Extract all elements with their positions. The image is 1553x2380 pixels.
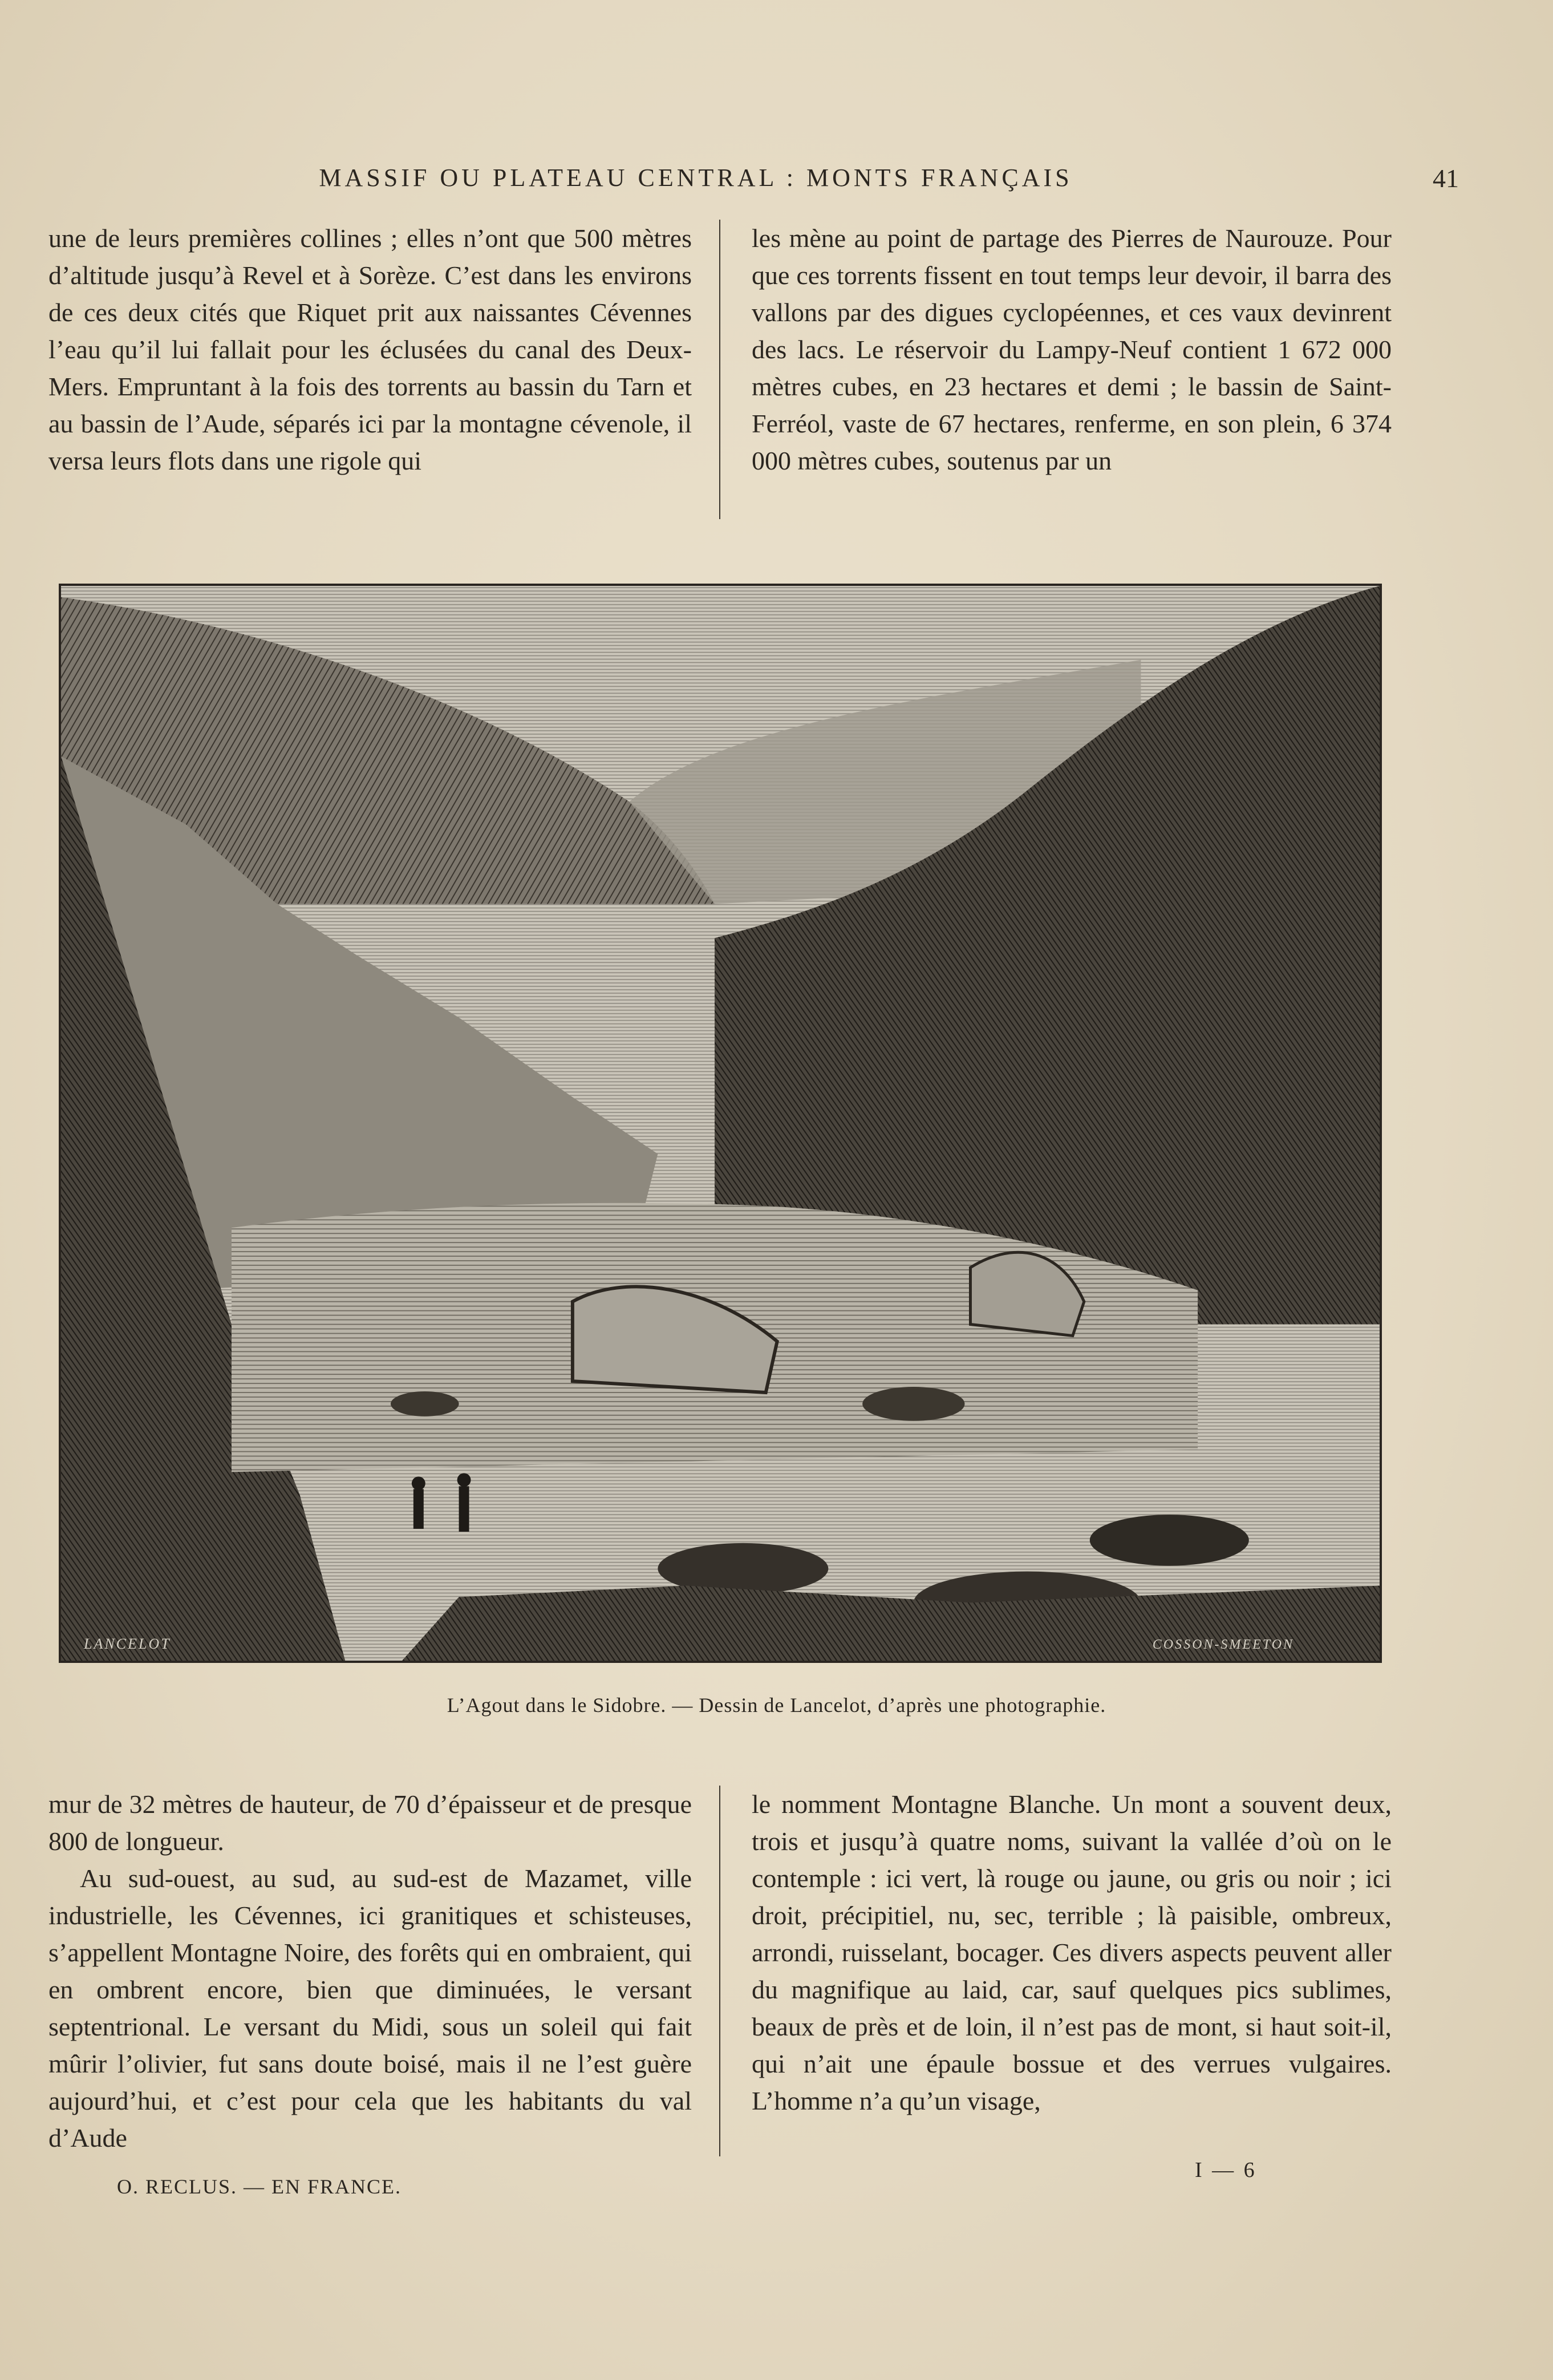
page-number: 41	[1433, 164, 1459, 193]
figure-caption: L’Agout dans le Sidobre. — Dessin de Lancelot, d’après une photographie.	[447, 1694, 1106, 1717]
top-right-paragraph: les mène au point de partage des Pierres de Naurouze. Pour que ces torrents fissent en tout temps leur devoir, il barra des vallons par des digues cyclopéennes, et ces vaux devinrent des lacs. Le réservoir du Lampy-Neuf contient 1 672 000 mètres cubes, en 23 hectares et demi ; le bassin de Saint-Ferréol, vaste de 67 hectares, renferme, en son plein, 6 374 000 mètres cubes, soutenus par un	[752, 224, 1392, 475]
top-right-column	[752, 220, 1392, 479]
top-left-paragraph: une de leurs premières collines ; elles n’ont que 500 mètres d’altitude jusqu’à Revel et à Sorèze. C’est dans les environs de ces deux cités que Riquet prit aux naissantes Cévennes l’eau qu’il lui fallait pour les éclusées du canal des Deux-Mers. Empruntant à la fois des torrents au bassin du Tarn et au bassin de l’Aude, séparés ici par la montagne cévenole, il versa leurs flots dans une rigole qui	[48, 224, 692, 475]
footer-author-title: O. RECLUS. — EN FRANCE.	[117, 2175, 402, 2198]
column-divider-top	[719, 220, 720, 519]
bottom-left-paragraph-1: mur de 32 mètres de hauteur, de 70 d’épaisseur et de presque 800 de longueur.	[48, 1790, 692, 1856]
column-divider-bottom	[719, 1786, 720, 2156]
engraver-signature-right: COSSON-SMEETON	[1152, 1637, 1294, 1652]
engraving-illustration	[59, 584, 1382, 1663]
engraver-signature-left: LANCELOT	[84, 1636, 171, 1652]
top-left-column	[48, 220, 692, 479]
running-title: MASSIF OU PLATEAU CENTRAL : MONTS FRANÇAIS	[319, 164, 1073, 192]
bottom-right-column	[752, 1786, 1392, 2119]
engraving-drawing	[61, 586, 1380, 1661]
bottom-right-paragraph: le nomment Montagne Blanche. Un mont a souvent deux, trois et jusqu’à quatre noms, suivant la vallée d’où on le contemple : ici vert, là rouge ou jaune, ou gris ou noir ; ici droit, précipitiel, nu, sec, terrible ; là paisible, ombreux, arrondi, ruisselant, bocager. Ces divers aspects peuvent aller du magnifique au laid, car, sauf quelques pics sublimes, beaux de près et de loin, il n’est pas de mont, si haut soit-il, qui n’ait une épaule bossue et des verrues vulgaires. L’homme n’a qu’un visage,	[752, 1790, 1392, 2115]
bottom-left-column	[48, 1786, 692, 2156]
running-head	[0, 161, 1553, 195]
bottom-left-paragraph-2: Au sud-ouest, au sud, au sud-est de Mazamet, ville industrielle, les Cévennes, ici granitiques et schisteuses, s’appellent Montagne Noire, des forêts qui en ombraient, qui en ombrent encore, bien que diminuées, le versant septentrional. Le versant du Midi, sous un soleil qui fait mûrir l’olivier, fut sans doute boisé, mais il ne l’est guère aujourd’hui, et c’est pour cela que les habitants du val d’Aude	[48, 1864, 692, 2152]
footer-signature-mark: I — 6	[1195, 2158, 1257, 2182]
